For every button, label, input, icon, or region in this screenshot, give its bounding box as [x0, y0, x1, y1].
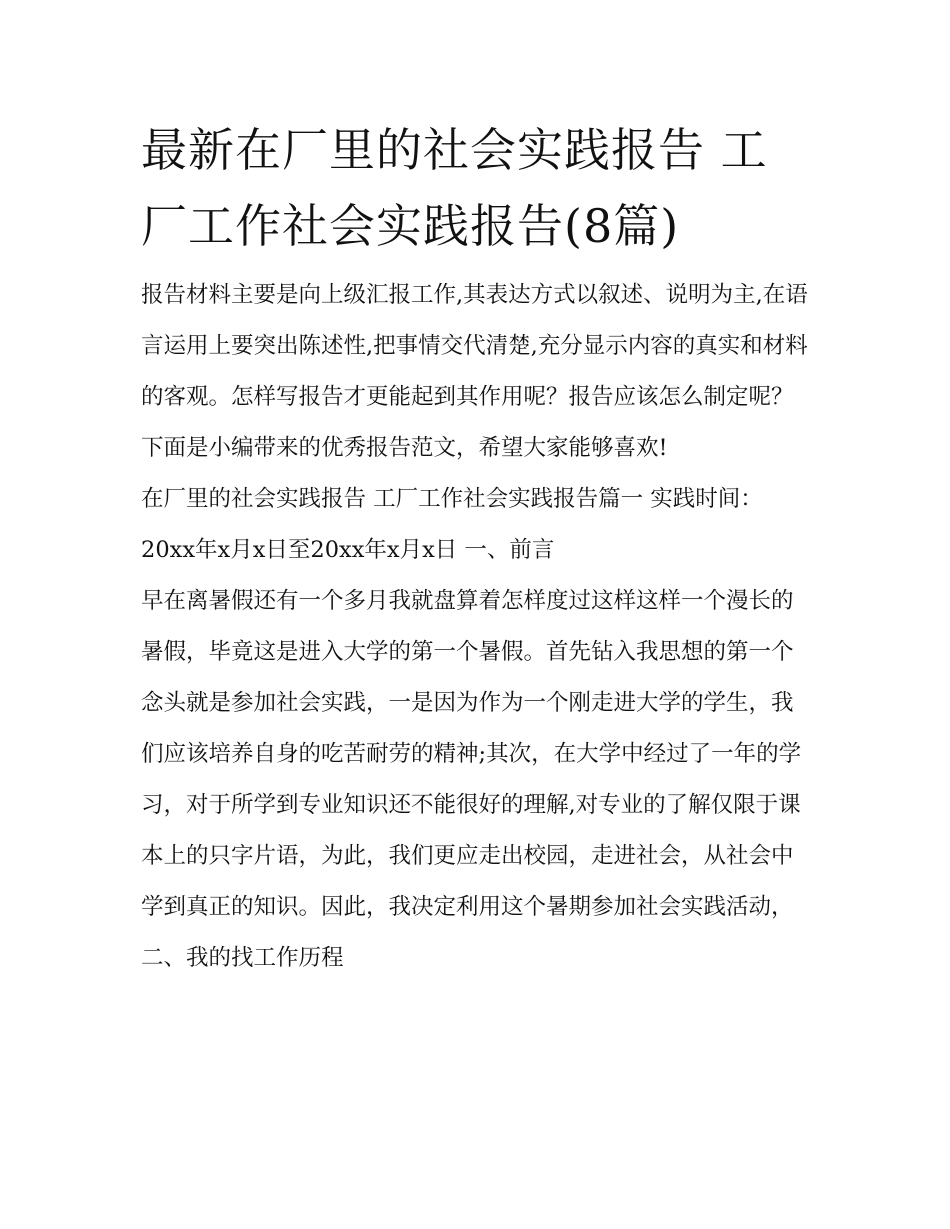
document-page: [141, 112, 813, 984]
document-title: 最新在厂里的社会实践报告 工厂工作社会实践报告(8篇): [141, 123, 768, 253]
section-heading: 二、我的找工作历程: [141, 945, 344, 971]
body-paragraph: 早在离暑假还有一个多月我就盘算着怎样度过这样这样一个漫长的暑假，毕竟这是进入大学的第一个暑假。首先钻入我思想的第一个念头就是参加社会实践，一是因为作为一个刚走进大学的学生，我们应该培养自身的吃苦耐劳的精神;其次，在大学中经过了一年的学习，对于所学到专业知识还不能很好的理解,对专业的了解仅限于课本上的只字片语，为此，我们更应走出校园，走进社会，从社会中学到真正的知识。因此，我决定利用这个暑期参加社会实践活动，: [141, 588, 802, 920]
intro-paragraph: 报告材料主要是向上级汇报工作,其表达方式以叙述、说明为主,在语言运用上要突出陈述性,把事情交代清楚,充分显示内容的真实和材料的客观。怎样写报告才更能起到其作用呢？报告应该怎么制定呢？下面是小编带来的优秀报告范文，希望大家能够喜欢!: [141, 282, 808, 461]
section-heading-paragraph: 在厂里的社会实践报告 工厂工作社会实践报告篇一 实践时间：20xx年x月x日至20xx年x月x日 一、前言: [141, 486, 763, 563]
